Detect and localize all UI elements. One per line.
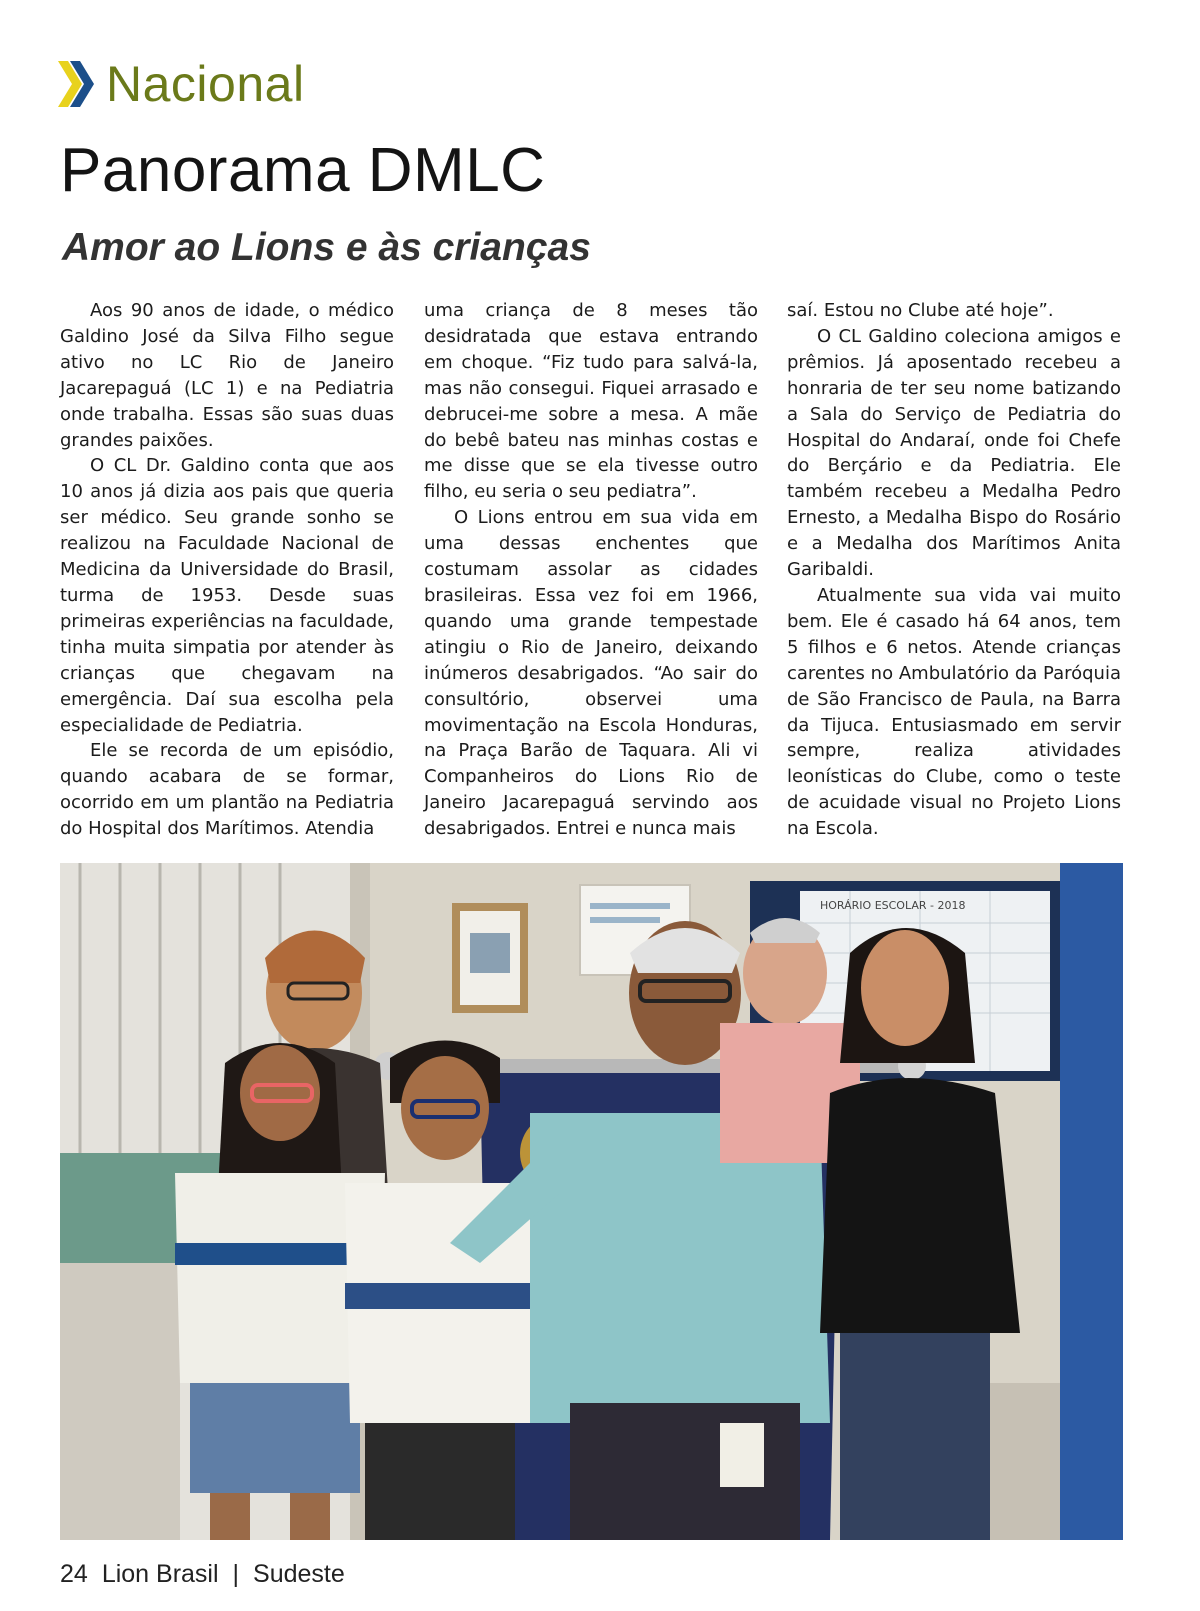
publication-name: Lion Brasil	[101, 1560, 219, 1588]
page-footer	[60, 1560, 345, 1589]
paragraph: Aos 90 anos de idade, o médico Galdino José da Silva Filho segue ativo no LC Rio de Janeiro Jacarepaguá (LC 1) e na Pediatria onde trabalha. Essas são suas duas grandes paixões.	[60, 300, 394, 451]
footer-separator: |	[232, 1560, 240, 1588]
paragraph: saí. Estou no Clube até hoje”.	[787, 300, 1054, 321]
text-column-3	[787, 298, 1121, 842]
paragraph: O CL Galdino coleciona amigos e prêmios. Já aposentado recebeu a honraria de ter seu nome batizando a Sala do Serviço de Pediatria do Hospital do Andaraí, onde foi Chefe do Berçário e da Pediatria. Ele também recebeu a Medalha Pedro Ernesto, a Medalha Bispo do Rosário e a Medalha dos Marítimos Anita Garibaldi.	[787, 325, 1121, 581]
wall-sign-text: HORÁRIO ESCOLAR - 2018	[820, 899, 966, 912]
text-column-2	[424, 298, 758, 842]
article-subtitle: Amor ao Lions e às crianças	[62, 226, 591, 269]
group-photo-illustration	[60, 863, 1123, 1540]
paragraph: Ele se recorda de um episódio, quando acabara de se formar, ocorrido em um plantão na Pediatria do Hospital dos Marítimos. Atendia	[60, 740, 394, 840]
paragraph: uma criança de 8 meses tão desidratada que estava entrando em choque. “Fiz tudo para salvá-la, mas não consegui. Fiquei arrasado e debrucei-me sobre a mesa. A mãe do bebê bateu nas minhas costas e me disse que se ela tivesse outro filho, eu seria o seu pediatra”.	[424, 300, 758, 503]
article-body	[0, 298, 1200, 843]
chevron-right-icon	[58, 61, 98, 107]
text-column-1	[60, 298, 394, 842]
paragraph: Atualmente sua vida vai muito bem. Ele é casado há 64 anos, tem 5 filhos e 6 netos. Atende crianças carentes no Ambulatório da Paróquia de São Francisco de Paula, na Barra da Tijuca. Entusiasmado em servir sempre, realiza atividades leonísticas do Clube, como o teste de acuidade visual no Projeto Lions na Escola.	[787, 584, 1121, 840]
section-label: Nacional	[106, 56, 305, 112]
article-title: Panorama DMLC	[60, 136, 546, 205]
paragraph: O CL Dr. Galdino conta que aos 10 anos já dizia aos pais que queria ser médico. Seu grande sonho se realizou na Faculdade Nacional de Medicina da Universidade do Brasil, turma de 1953. Desde suas primeiras experiências na faculdade, tinha muita simpatia por atender às crianças que chegavam na emergência. Daí sua escolha pela especialidade de Pediatria.	[60, 455, 394, 736]
paragraph: O Lions entrou em sua vida em uma dessas enchentes que costumam assolar as cidades brasileiras. Essa vez foi em 1966, quando uma grande tempestade atingiu o Rio de Janeiro, deixando inúmeros desabrigados. “Ao sair do consultório, observei uma movimentação na Escola Honduras, na Praça Barão de Taquara. Ali vi Companheiros do Lions Rio de Janeiro Jacarepaguá servindo aos desabrigados. Entrei e nunca mais	[424, 507, 758, 840]
article-photo	[60, 863, 1123, 1540]
region-name: Sudeste	[253, 1560, 345, 1588]
section-header	[58, 56, 305, 112]
page-number: 24	[60, 1560, 88, 1588]
